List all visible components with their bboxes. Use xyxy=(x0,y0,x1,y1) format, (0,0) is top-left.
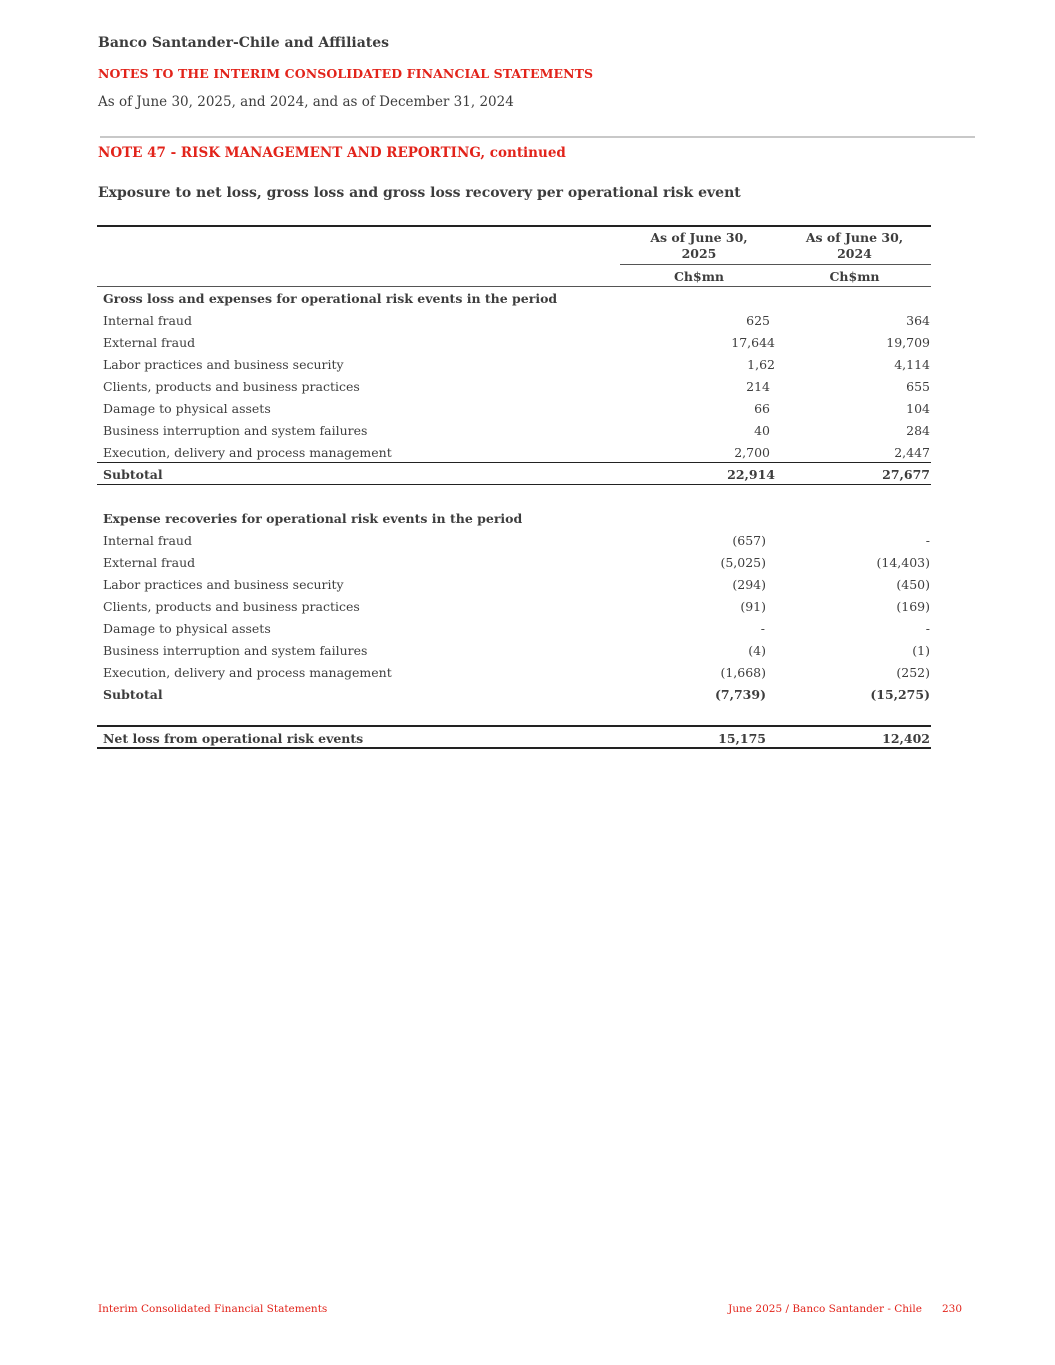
company-name: Banco Santander-Chile and Affiliates xyxy=(98,35,390,51)
footer-report-label: June 2025 / Banco Santander - Chile xyxy=(728,1303,922,1315)
header-divider xyxy=(100,136,975,138)
column-header-2025: As of June 30, 2025 xyxy=(650,230,748,261)
table-row: Labor practices and business security 1,62 4,114 xyxy=(103,357,930,372)
subtotal-row: Subtotal (7,739) (15,275) xyxy=(103,687,930,702)
page-number: 230 xyxy=(942,1303,963,1315)
notes-title: NOTES TO THE INTERIM CONSOLIDATED FINANCIAL STATEMENTS xyxy=(98,66,594,81)
table-row: Internal fraud 625 364 xyxy=(103,313,930,328)
table-row: Internal fraud (657) - xyxy=(103,533,930,548)
period-line: As of June 30, 2025, and 2024, and as of December 31, 2024 xyxy=(98,94,514,110)
footer-document-title: Interim Consolidated Financial Statements xyxy=(98,1303,328,1315)
subtotal-top-rule xyxy=(97,462,931,463)
table-row: External fraud (5,025) (14,403) xyxy=(103,555,930,570)
subtotal-row: Subtotal 22,914 27,677 xyxy=(103,467,930,482)
column-header-2024: As of June 30, 2024 xyxy=(805,230,904,261)
unit-label-2025: Ch$mn xyxy=(673,269,725,284)
table-row: Business interruption and system failures 40 284 xyxy=(103,423,930,438)
section-header-recoveries: Expense recoveries for operational risk events in the period xyxy=(103,511,523,526)
table-row: Labor practices and business security (294) (450) xyxy=(103,577,930,592)
table-row: Business interruption and system failures (4) (1) xyxy=(103,643,930,658)
table-row: Damage to physical assets - - xyxy=(103,621,930,636)
subtotal-bottom-rule xyxy=(97,484,931,485)
section-header-gross-loss: Gross loss and expenses for operational risk events in the period xyxy=(103,291,558,306)
net-loss-bottom-rule xyxy=(97,747,931,749)
header-bottom-rule xyxy=(97,286,931,287)
table-top-rule xyxy=(97,225,931,227)
table-row: Execution, delivery and process management (1,668) (252) xyxy=(103,665,930,680)
table-row: Damage to physical assets 66 104 xyxy=(103,401,930,416)
unit-label-2024: Ch$mn xyxy=(829,269,880,284)
net-loss-row: Net loss from operational risk events 15,175 12,402 xyxy=(103,731,930,746)
net-loss-top-rule xyxy=(97,725,931,727)
note-title: NOTE 47 - RISK MANAGEMENT AND REPORTING, continued xyxy=(98,145,566,161)
table-row: External fraud 17,644 19,709 xyxy=(103,335,930,350)
table-row: Clients, products and business practices 214 655 xyxy=(103,379,930,394)
table-row: Execution, delivery and process management 2,700 2,447 xyxy=(103,445,930,460)
table-subtitle: Exposure to net loss, gross loss and gross loss recovery per operational risk event xyxy=(98,185,741,201)
table-row: Clients, products and business practices (91) (169) xyxy=(103,599,930,614)
header-underline xyxy=(620,264,931,265)
